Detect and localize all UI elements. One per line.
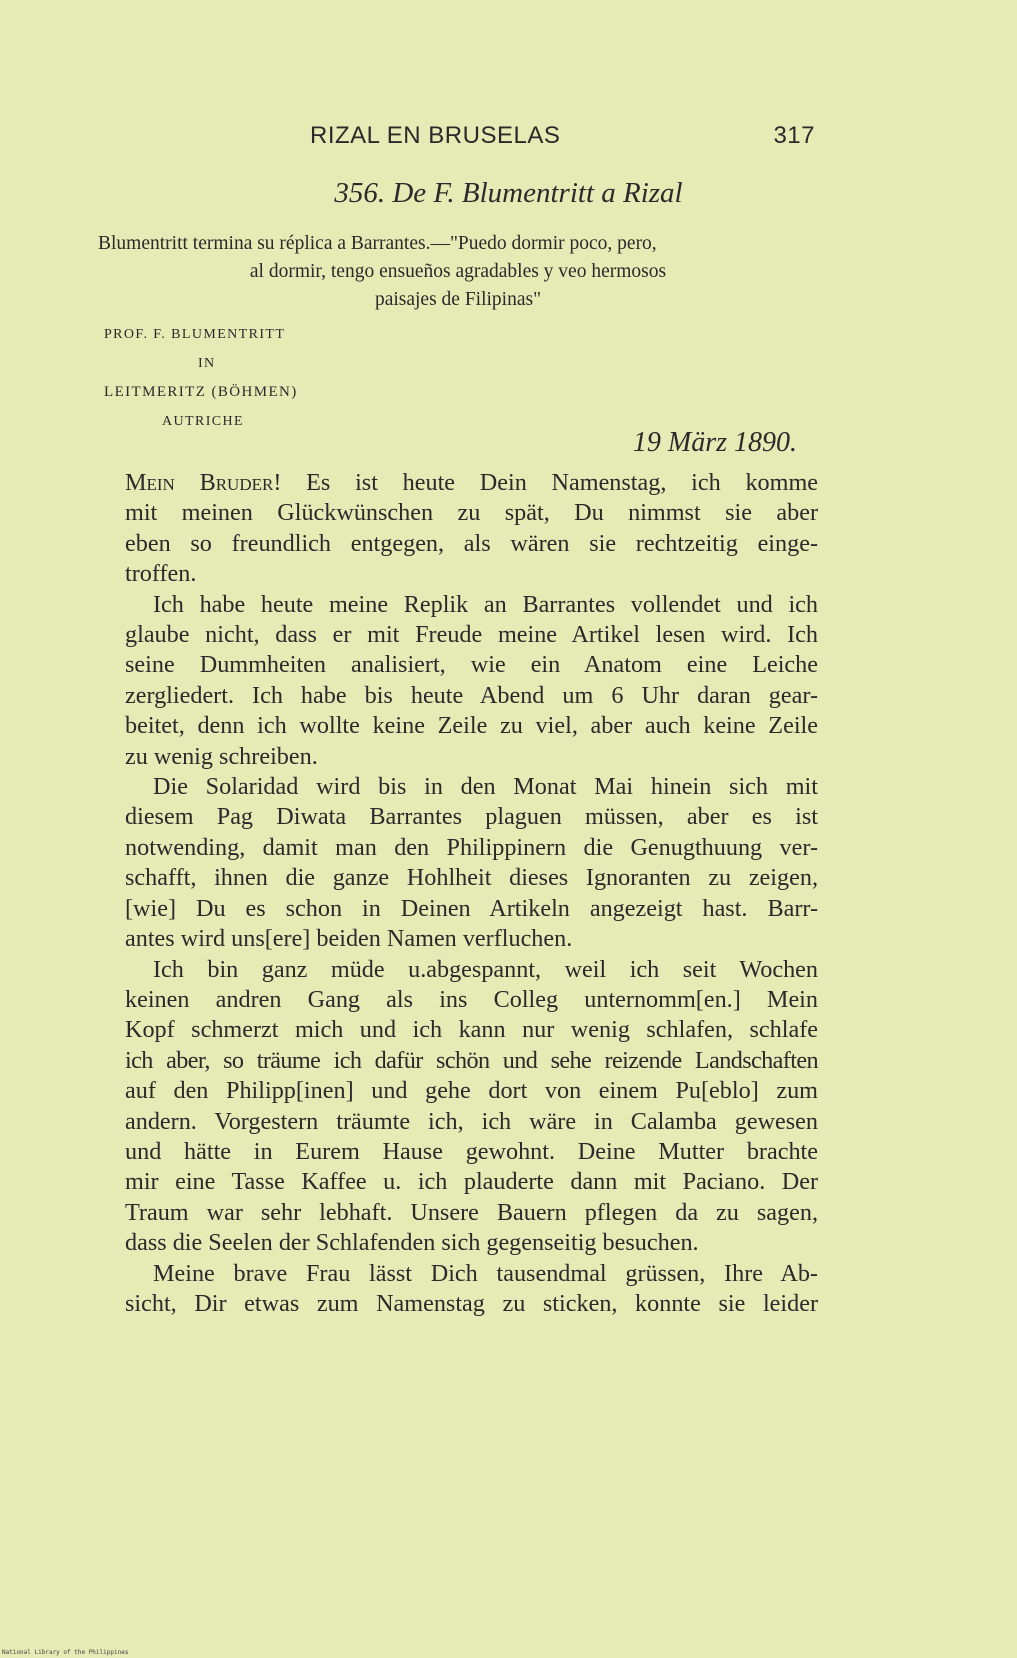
body-line: Traum war sehr lebhaft. Unsere Bauern pflegen da zu sagen, — [125, 1198, 818, 1226]
salutation: Mein Bruder! — [125, 469, 282, 496]
letter-summary — [98, 230, 818, 314]
body-line: sicht, Dir etwas zum Namenstag zu sticken, konnte sie leider — [125, 1289, 818, 1317]
page-number: 317 — [773, 122, 815, 149]
body-line: notwending, damit man den Philippinern die Genugthuung ver- — [125, 833, 818, 861]
body-line: auf den Philipp[inen] und gehe dort von einem Pu[eblo] zum — [125, 1077, 818, 1105]
body-line: troffen. — [125, 560, 197, 588]
body-line: zergliedert. Ich habe bis heute Abend um 6 Uhr daran gear- — [125, 681, 818, 709]
body-line: antes wird uns[ere] beiden Namen verfluchen. — [125, 925, 573, 953]
address-line: IN — [198, 356, 216, 371]
body-line: schafft, ihnen die ganze Hohlheit dieses Ignoranten zu zeigen, — [125, 864, 818, 892]
body-line: mir eine Tasse Kaffee u. ich plauderte dann mit Paciano. Der — [125, 1168, 818, 1196]
body-line: Ich habe heute meine Replik an Barrantes vollendet und ich — [153, 590, 818, 618]
body-line: und hätte in Eurem Hause gewohnt. Deine Mutter brachte — [125, 1137, 818, 1165]
body-line: Meine brave Frau lässt Dich tausendmal grüssen, Ihre Ab- — [153, 1259, 818, 1287]
address-line: AUTRICHE — [162, 414, 244, 429]
body-line: seine Dummheiten analisiert, wie ein Anatom eine Leiche — [125, 651, 818, 679]
summary-line: paisajes de Filipinas" — [374, 289, 542, 310]
running-head — [310, 122, 815, 150]
body-line: eben so freundlich entgegen, als wären sie rechtzeitig einge- — [125, 529, 818, 557]
body-line: ich aber, so träume ich dafür schön und sehe reizende Landschaften — [125, 1046, 818, 1074]
summary-line: al dormir, tengo ensueños agradables y veo hermosos — [249, 261, 667, 282]
body-line: Kopf schmerzt mich und ich kann nur wenig schlafen, schlafe — [125, 1016, 818, 1044]
body-line: glaube nicht, dass er mit Freude meine Artikel lesen wird. Ich — [125, 621, 818, 649]
running-title: RIZAL EN BRUSELAS — [310, 122, 561, 149]
body-line: diesem Pag Diwata Barrantes plaguen müssen, aber es ist — [125, 803, 818, 831]
library-credit: National Library of the Philippines — [2, 1649, 129, 1656]
body-line: mit meinen Glückwünschen zu spät, Du nimmst sie aber — [125, 499, 818, 527]
sender-address — [104, 320, 334, 436]
body-line: [wie] Du es schon in Deinen Artikeln angezeigt hast. Barr- — [125, 894, 818, 922]
body-line: Mein Bruder! Es ist heute Dein Namenstag, ich komme — [125, 469, 818, 496]
body-line: zu wenig schreiben. — [125, 742, 318, 770]
body-line: Die Solaridad wird bis in den Monat Mai hinein sich mit — [153, 773, 818, 801]
body-line: keinen andren Gang als ins Colleg unternomm[en.] Mein — [125, 985, 818, 1013]
body-line: beitet, denn ich wollte keine Zeile zu viel, aber auch keine Zeile — [125, 712, 818, 740]
address-line: PROF. F. BLUMENTRITT — [104, 327, 286, 342]
body-line: andern. Vorgestern träumte ich, ich wäre in Calamba gewesen — [125, 1107, 818, 1135]
letter-body — [125, 468, 818, 1319]
letter-title: 356. De F. Blumentritt a Rizal — [334, 177, 683, 209]
body-line: dass die Seelen der Schlafenden sich gegenseitig besuchen. — [125, 1229, 699, 1257]
summary-line: Blumentritt termina su réplica a Barrantes.—"Puedo dormir poco, pero, — [98, 233, 657, 254]
body-line: Ich bin ganz müde u.abgespannt, weil ich seit Wochen — [153, 955, 818, 983]
address-line: LEITMERITZ (BÖHMEN) — [104, 384, 298, 400]
letter-date: 19 März 1890. — [632, 427, 797, 458]
